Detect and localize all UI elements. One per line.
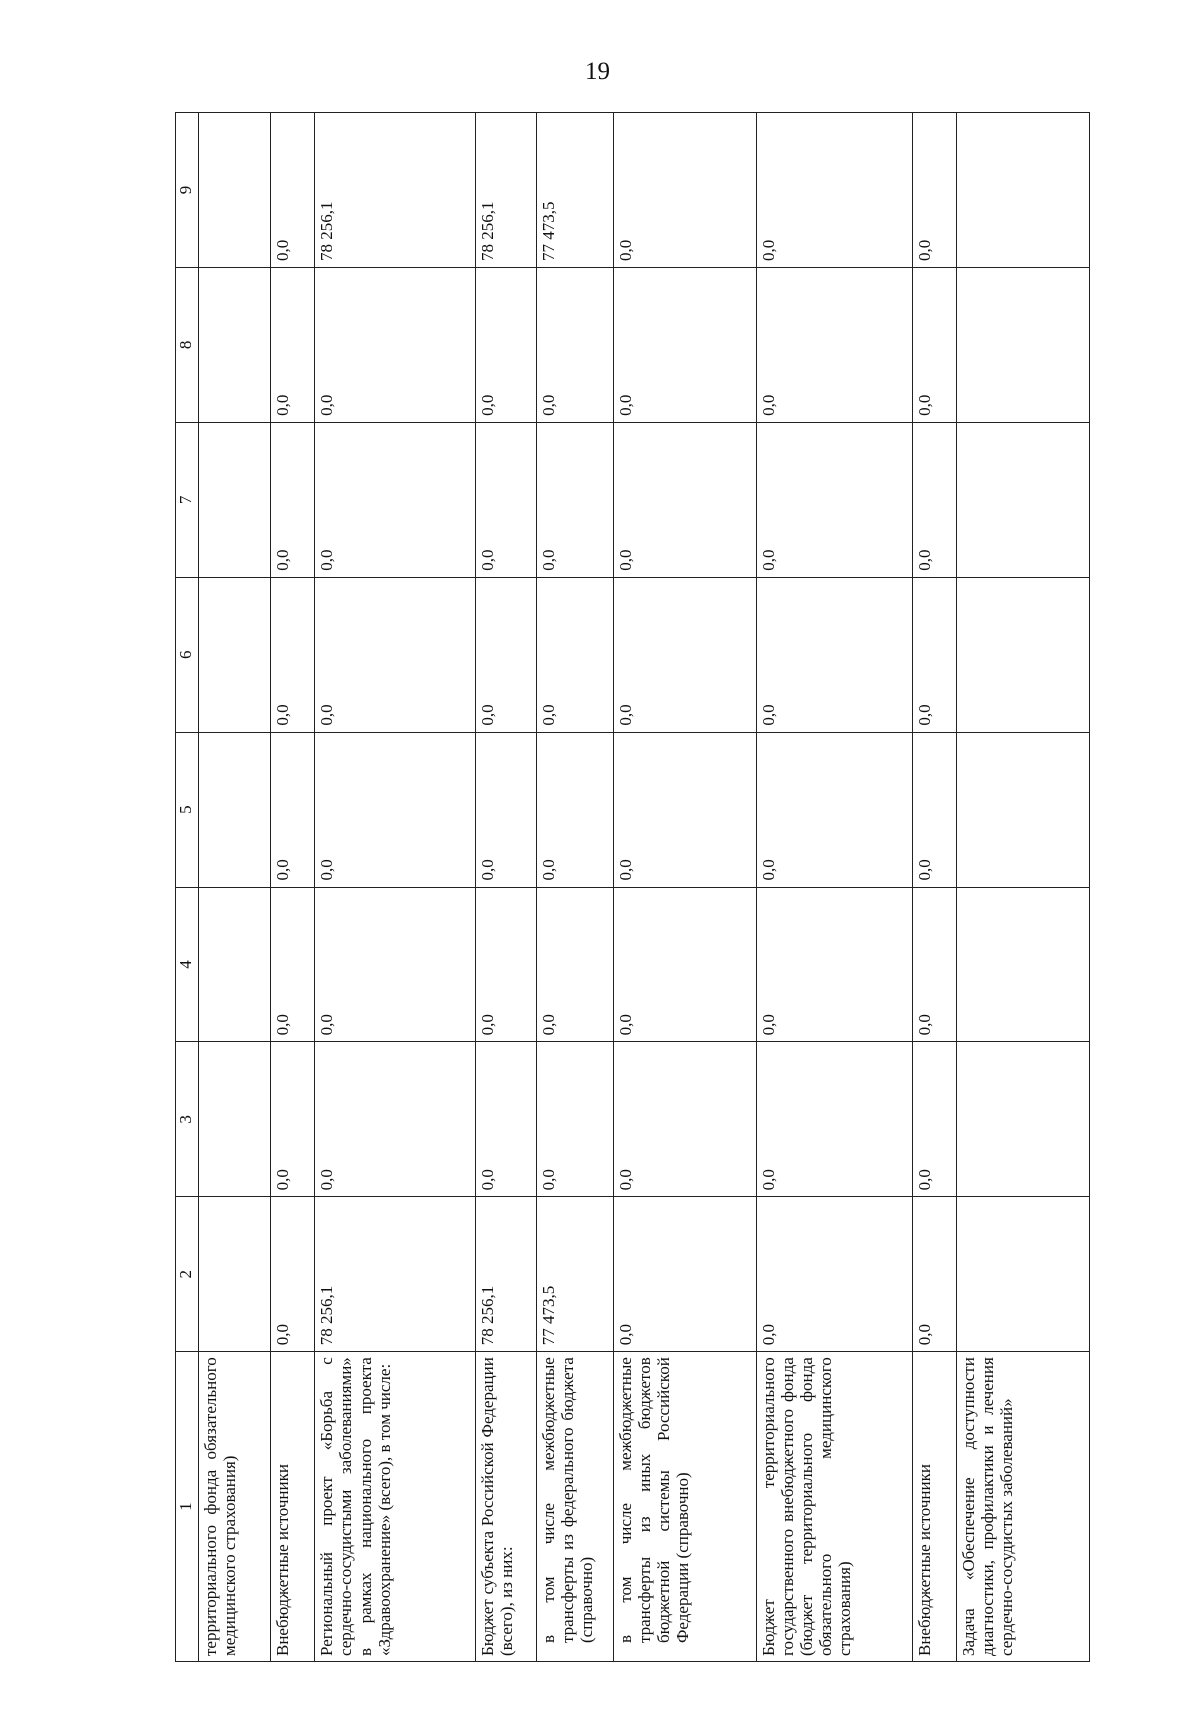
value-cell: 0,0 (613, 1042, 756, 1197)
value-cell (199, 113, 271, 268)
col-header: 9 (176, 113, 199, 268)
value-cell: 0,0 (536, 887, 613, 1042)
value-cell: 78 256,1 (476, 113, 537, 268)
value-cell: 0,0 (912, 732, 956, 887)
value-cell: 0,0 (613, 113, 756, 268)
value-cell (957, 422, 1090, 577)
value-cell (957, 887, 1090, 1042)
value-cell: 0,0 (476, 577, 537, 732)
value-cell: 78 256,1 (315, 113, 476, 268)
col-header: 2 (176, 1197, 199, 1352)
value-cell: 0,0 (315, 577, 476, 732)
value-cell: 0,0 (271, 577, 315, 732)
value-cell: 0,0 (476, 422, 537, 577)
row-label: Внебюджетные источники (271, 1352, 315, 1662)
value-cell: 0,0 (613, 422, 756, 577)
value-cell: 0,0 (756, 422, 912, 577)
value-cell: 0,0 (756, 577, 912, 732)
value-cell: 0,0 (271, 732, 315, 887)
value-cell (957, 267, 1090, 422)
col-header: 1 (176, 1352, 199, 1662)
value-cell: 0,0 (756, 267, 912, 422)
col-header: 8 (176, 267, 199, 422)
value-cell: 0,0 (756, 1042, 912, 1197)
row-label: Региональный проект «Борьба с сердечно-сосудистыми заболеваниями» в рамках национального проекта «Здравоохранение» (всего), в том числе: (315, 1352, 476, 1662)
value-cell: 0,0 (912, 113, 956, 268)
value-cell: 0,0 (536, 577, 613, 732)
value-cell: 0,0 (912, 267, 956, 422)
value-cell: 0,0 (315, 732, 476, 887)
value-cell (957, 1197, 1090, 1352)
table-row (912, 113, 956, 1662)
value-cell: 0,0 (476, 887, 537, 1042)
value-cell: 78 256,1 (476, 1197, 537, 1352)
value-cell (199, 887, 271, 1042)
table-row (271, 113, 315, 1662)
value-cell: 0,0 (536, 732, 613, 887)
value-cell: 0,0 (476, 732, 537, 887)
table-row (199, 113, 271, 1662)
value-cell (957, 732, 1090, 887)
value-cell: 0,0 (912, 577, 956, 732)
value-cell (199, 267, 271, 422)
value-cell (957, 113, 1090, 268)
value-cell: 0,0 (912, 1197, 956, 1352)
value-cell: 0,0 (756, 113, 912, 268)
value-cell (957, 577, 1090, 732)
col-header: 3 (176, 1042, 199, 1197)
value-cell: 0,0 (536, 267, 613, 422)
value-cell (957, 1042, 1090, 1197)
table-row (613, 113, 756, 1662)
value-cell: 0,0 (613, 732, 756, 887)
value-cell (199, 422, 271, 577)
col-header: 7 (176, 422, 199, 577)
table-row (476, 113, 537, 1662)
value-cell: 0,0 (756, 732, 912, 887)
table-row (536, 113, 613, 1662)
value-cell: 0,0 (315, 422, 476, 577)
table-row (756, 113, 912, 1662)
value-cell: 0,0 (613, 267, 756, 422)
value-cell (199, 1042, 271, 1197)
value-cell: 0,0 (756, 1197, 912, 1352)
value-cell: 0,0 (476, 1042, 537, 1197)
value-cell: 0,0 (613, 577, 756, 732)
value-cell: 0,0 (271, 422, 315, 577)
value-cell: 0,0 (912, 887, 956, 1042)
row-label: территориального фонда обязательного медицинского страхования) (199, 1352, 271, 1662)
value-cell: 78 256,1 (315, 1197, 476, 1352)
value-cell: 0,0 (613, 887, 756, 1042)
header-row (176, 113, 199, 1662)
col-header: 4 (176, 887, 199, 1042)
value-cell: 0,0 (536, 422, 613, 577)
value-cell: 0,0 (271, 1042, 315, 1197)
value-cell: 0,0 (271, 1197, 315, 1352)
col-header: 6 (176, 577, 199, 732)
col-header: 5 (176, 732, 199, 887)
budget-table (175, 112, 1090, 1662)
table-row (315, 113, 476, 1662)
value-cell (199, 577, 271, 732)
value-cell (199, 732, 271, 887)
value-cell: 77 473,5 (536, 113, 613, 268)
value-cell: 0,0 (613, 1197, 756, 1352)
row-label: Бюджет территориального государственного внебюджетного фонда (бюджет территориального фонда обязательного медицинского страхования) (756, 1352, 912, 1662)
value-cell: 0,0 (315, 1042, 476, 1197)
table-row (957, 113, 1090, 1662)
value-cell: 0,0 (271, 887, 315, 1042)
row-label: в том числе межбюджетные трансферты из федерального бюджета (справочно) (536, 1352, 613, 1662)
value-cell: 0,0 (756, 887, 912, 1042)
page-number: 19 (585, 58, 610, 85)
value-cell: 0,0 (271, 267, 315, 422)
value-cell: 0,0 (476, 267, 537, 422)
value-cell: 77 473,5 (536, 1197, 613, 1352)
row-label: в том числе межбюджетные трансферты из иных бюджетов бюджетной системы Российской Федерации (справочно) (613, 1352, 756, 1662)
value-cell: 0,0 (271, 113, 315, 268)
row-label: Бюджет субъекта Российской Федерации (всего), из них: (476, 1352, 537, 1662)
value-cell (199, 1197, 271, 1352)
value-cell: 0,0 (912, 422, 956, 577)
row-label: Задача «Обеспечение доступности диагностики, профилактики и лечения сердечно-сосудистых заболеваний» (957, 1352, 1090, 1662)
row-label: Внебюджетные источники (912, 1352, 956, 1662)
value-cell: 0,0 (536, 1042, 613, 1197)
rotated-table-container (175, 112, 1090, 1662)
value-cell: 0,0 (315, 267, 476, 422)
value-cell: 0,0 (315, 887, 476, 1042)
value-cell: 0,0 (912, 1042, 956, 1197)
